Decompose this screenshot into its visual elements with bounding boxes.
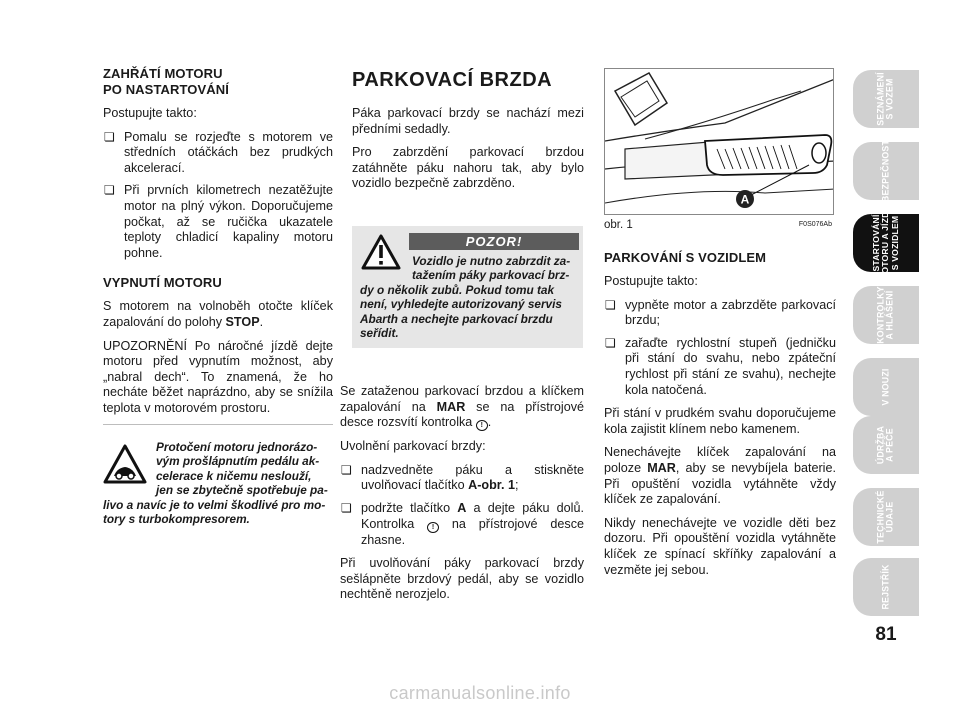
paragraph: Se zataženou parkovací brzdou a klíčkem zapalování na MAR se na přístrojové desce rozsvítí kontrolka ! . — [340, 384, 584, 430]
heading-warmup: ZAHŘÁTÍ MOTORU PO NASTARTOVÁNÍ — [103, 66, 229, 97]
release-list — [340, 463, 584, 548]
paragraph: Při stání v prudkém svahu doporučujeme kola zajistit klínem nebo kamenem. — [604, 406, 836, 436]
column-parking — [604, 250, 836, 586]
tab-seznameni[interactable]: SEZNÁMENÍ S VOZEM — [853, 70, 919, 128]
paragraph: Nikdy nenechávejte ve vozidle děti bez dozoru. Při opouštění vozidla vytáhněte klíček ze spínací skříňky zapalování a vezměte jej sebou. — [604, 515, 836, 577]
brake-warning-icon: ! — [476, 420, 488, 431]
caution-box — [352, 226, 583, 348]
column-engine — [103, 66, 333, 425]
list-item: ❏ nadzvedněte páku a stiskněte uvolňovací tlačítko A-obr. 1; — [340, 463, 584, 494]
callout-a: A — [740, 192, 750, 207]
tab-bezpecnost[interactable]: BEZPEČNOST — [853, 142, 919, 200]
tab-startovani[interactable]: STARTOVÁNÍ MOTORU A JÍZDA S VOZIDLEM — [853, 214, 919, 272]
figure-caption: obr. 1 F0S076Ab — [604, 219, 832, 231]
list-item: ❏ zařaďte rychlostní stupeň (jedničku při stání do svahu, nebo zpáteční rychlost při stání ze svahu), nechejte kola natočená. — [604, 336, 836, 398]
parking-list — [604, 298, 836, 399]
column-brake-release — [340, 384, 584, 611]
paragraph: Při uvolňování páky parkovací brzdy sešlápněte brzdový pedál, aby se vozidlo nechtěně nerozjelo. — [340, 556, 584, 602]
paragraph: Nenechávejte klíček zapalování na poloze MAR, aby se nevybíjela baterie. Při opuštění vozidla vytáhněte vždy klíček ze zapalování. — [604, 445, 836, 507]
tab-v-nouzi[interactable]: V NOUZI — [853, 358, 919, 416]
caution-label: POZOR! — [409, 233, 579, 250]
watermark: carmanualsonline.info — [389, 683, 571, 703]
divider — [103, 424, 333, 425]
list-item: ❏ podržte tlačítko A a dejte páku dolů. Kontrolka ! na přístrojové desce zhasne. — [340, 501, 584, 548]
paragraph: Pro zabrzdění parkovací brzdou zatáhněte páku nahoru tak, aby bylo vozidlo bezpečně zabrzděno. — [352, 145, 584, 191]
brake-warning-icon: ! — [427, 522, 439, 533]
paragraph: Uvolnění parkovací brzdy: — [340, 439, 486, 454]
page-number: 81 — [875, 624, 897, 645]
list-item: ❏ vypněte motor a zabrzděte parkovací brzdu; — [604, 298, 836, 329]
warning-triangle-icon — [103, 442, 147, 486]
heading-engine-off: VYPNUTÍ MOTORU — [103, 275, 222, 291]
paragraph: UPOZORNĚNÍ Po náročné jízdě dejte motoru před vypnutím možnost, aby „nabral dech“. To znamená, že ho necháte běžet naprázdno, aby se snížila teplota v motorovém prostoru. — [103, 338, 333, 415]
intro-text: Postupujte takto: — [103, 106, 197, 120]
warmup-list — [103, 130, 333, 262]
warning-note — [103, 440, 333, 548]
list-item: ❏ Pomalu se rozjeďte s motorem ve středních otáčkách bez prudkých akcelerací. — [103, 130, 333, 177]
warning-text: Protočení motoru jednorázo- vým prošlápnutím pedálu ak- celerace k ničemu neslouží, jen se zbytečně spotřebuje pa- livo a navíc je to velmi škodlivé pro mo- tory s turbokompresorem. — [103, 440, 328, 527]
paragraph: Páka parkovací brzdy se nachází mezi předními sedadly. — [352, 106, 584, 136]
caution-text: Vozidlo je nutno zabrzdit za- tažením páky parkovací brz- dy o několik zubů. Pokud tomu tak není, vyhledejte autorizovaný servis Abarth a nechejte parkovací brzdu seřídit. — [360, 254, 571, 341]
list-item: ❏ Při prvních kilometrech nezatěžujte motor na plný výkon. Doporučujeme počkat, až se ručička ukazatele teploty chladicí kapaliny motoru pohne. — [103, 183, 333, 261]
paragraph: S motorem na volnoběh otočte klíček zapalování do polohy STOP. — [103, 299, 333, 329]
column-parking-brake — [352, 68, 584, 200]
tab-rejstrik[interactable]: REJSTŘÍK — [853, 558, 919, 616]
intro-text: Postupujte takto: — [604, 274, 698, 288]
parking-brake-illustration — [605, 69, 834, 215]
tab-technicke-udaje[interactable]: TECHNICKÉ ÚDAJE — [853, 488, 919, 546]
tab-udrzba[interactable]: ÚDRŽBA A PÉČE — [853, 416, 919, 474]
heading-parking: PARKOVÁNÍ S VOZIDLEM — [604, 250, 767, 265]
tab-kontrolky[interactable]: KONTROLKY A HLÁŠENÍ — [853, 286, 919, 344]
parking-brake-figure — [604, 68, 834, 215]
figure-code: F0S076Ab — [798, 221, 832, 228]
section-title: PARKOVACÍ BRZDA — [352, 69, 553, 91]
